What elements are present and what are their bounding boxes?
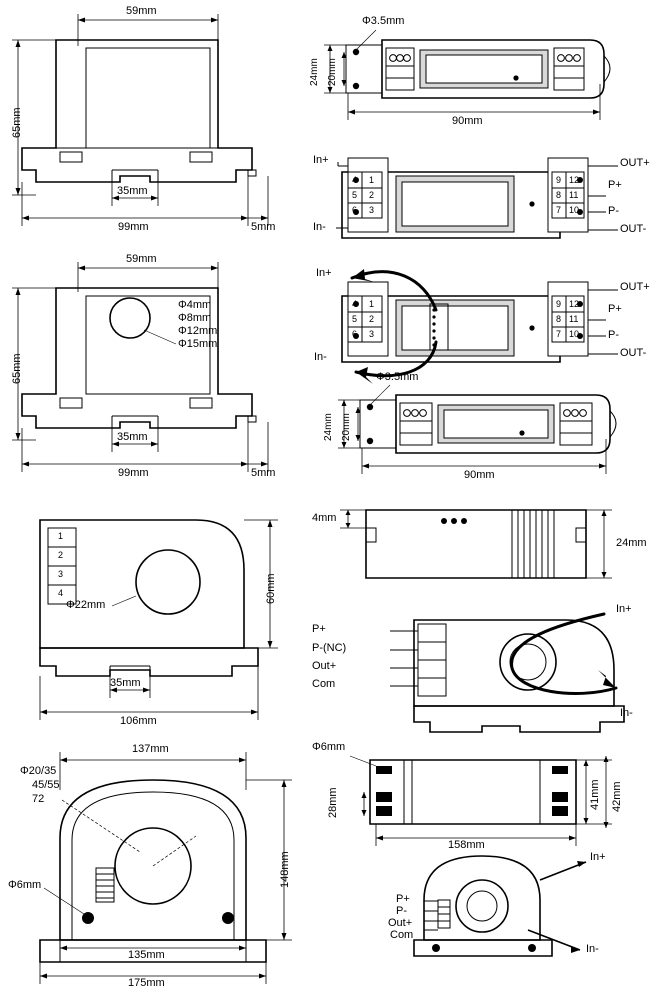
dim-label-20mm-fig6: 20mm <box>341 413 352 441</box>
terminal-number-1-fig5: 1 <box>369 299 375 309</box>
terminal-label-p-plus-fig3: P+ <box>608 179 622 191</box>
dim-label-41mm: 41mm <box>589 779 601 810</box>
dim-label-5mm-fig4: 5mm <box>251 467 276 479</box>
dim-label-59mm-fig1: 59mm <box>126 5 157 17</box>
terminal-label-in-minus-fig3: In- <box>313 221 326 233</box>
terminal-number-2-fig3: 2 <box>369 190 375 200</box>
dim-label-5mm-fig1: 5mm <box>251 221 276 233</box>
terminal-label-com-fig12: Com <box>390 929 414 941</box>
dim-label-45-55: 45/55 <box>32 779 60 791</box>
dim-label-phi12mm: Φ12mm <box>178 325 218 337</box>
dim-label-35mm-fig1: 35mm <box>117 185 148 197</box>
terminal-number-9-fig3: 9 <box>556 175 562 185</box>
dim-label-35mm-fig8: 35mm <box>110 677 141 689</box>
terminal-number-1-fig3: 1 <box>369 175 375 185</box>
terminal-number-4-fig8: 4 <box>58 588 64 598</box>
terminal-label-com-fig9: Com <box>312 678 336 690</box>
dim-label-42mm: 42mm <box>611 781 623 812</box>
terminal-number-8-fig3: 8 <box>556 190 562 200</box>
terminal-label-out-plus-fig12: Out+ <box>388 917 413 929</box>
dim-label-158mm: 158mm <box>448 839 485 851</box>
terminal-number-7-fig3: 7 <box>556 205 562 215</box>
dim-label-60mm-fig8: 60mm <box>265 573 277 604</box>
terminal-label-in-plus-fig9: In+ <box>616 603 632 615</box>
dim-label-65mm-fig1: 65mm <box>11 107 23 138</box>
terminal-label-out-minus-fig5: OUT- <box>620 347 647 359</box>
terminal-label-out-plus-fig3: OUT+ <box>620 157 650 169</box>
terminal-number-5-fig3: 5 <box>352 190 358 200</box>
dim-label-90mm-fig6: 90mm <box>464 469 495 481</box>
dim-label-135mm: 135mm <box>128 949 165 961</box>
terminal-number-8-fig5: 8 <box>556 314 562 324</box>
terminal-label-in-plus-fig5: In+ <box>316 267 332 279</box>
terminal-number-9-fig5: 9 <box>556 299 562 309</box>
terminal-number-12-fig3: 12 <box>569 175 580 185</box>
terminal-number-5-fig5: 5 <box>352 314 358 324</box>
terminal-label-p-minus-fig5: P- <box>608 329 619 341</box>
terminal-number-3-fig5: 3 <box>369 329 375 339</box>
dim-label-137mm: 137mm <box>132 743 169 755</box>
terminal-number-10-fig5: 10 <box>569 329 580 339</box>
terminal-label-out-minus-fig3: OUT- <box>620 223 647 235</box>
terminal-label-out-plus-fig9: Out+ <box>312 660 337 672</box>
terminal-number-11-fig3: 11 <box>569 190 579 200</box>
terminal-label-p-plus-fig5: P+ <box>608 303 622 315</box>
dim-label-99mm-fig1: 99mm <box>118 221 149 233</box>
dim-label-phi4mm: Φ4mm <box>178 299 212 311</box>
terminal-number-6-fig5: 6 <box>352 329 358 339</box>
dim-label-phi3.5-fig6: Φ3.5mm <box>376 371 419 383</box>
terminal-number-3-fig8: 3 <box>58 569 64 579</box>
dim-label-phi20-35: Φ20/35 <box>20 765 57 777</box>
fig-split-core-wiring <box>390 614 624 732</box>
dim-label-24mm-fig2: 24mm <box>309 58 320 86</box>
terminal-number-2-fig5: 2 <box>369 314 375 324</box>
dim-label-phi6mm-fig10: Φ6mm <box>8 879 42 891</box>
terminal-label-p-minus-fig12: P- <box>396 905 407 917</box>
dim-label-148mm: 148mm <box>279 851 291 888</box>
terminal-label-in-plus-fig3: In+ <box>313 154 329 166</box>
fig-large-core-side <box>350 756 612 846</box>
fig-side-view <box>340 510 612 578</box>
terminal-number-12-fig5: 12 <box>569 299 580 309</box>
terminal-label-in-minus-fig12: In- <box>586 943 599 955</box>
dim-label-phi22mm: Φ22mm <box>66 599 106 611</box>
terminal-label-p-plus-fig9: P+ <box>312 623 326 635</box>
terminal-number-10-fig3: 10 <box>569 205 580 215</box>
dim-label-phi8mm: Φ8mm <box>178 312 212 324</box>
terminal-label-p-plus-fig12: P+ <box>396 893 410 905</box>
terminal-number-1-fig8: 1 <box>58 531 64 541</box>
terminal-number-2-fig8: 2 <box>58 550 64 560</box>
dim-label-99mm-fig4: 99mm <box>118 467 149 479</box>
dim-label-20mm-fig2: 20mm <box>327 58 338 86</box>
dim-label-phi15mm: Φ15mm <box>178 338 218 350</box>
dim-label-phi3.5-fig2: Φ3.5mm <box>362 15 405 27</box>
terminal-label-p-minus-fig3: P- <box>608 205 619 217</box>
terminal-label-in-minus-fig9: In- <box>620 707 633 719</box>
terminal-label-in-plus-fig12: In+ <box>590 851 606 863</box>
terminal-number-3-fig3: 3 <box>369 205 375 215</box>
fig-wiring-2 <box>342 269 618 384</box>
terminal-label-in-minus-fig5: In- <box>314 351 327 363</box>
dim-label-35mm-fig4: 35mm <box>117 431 148 443</box>
terminal-label-out-plus-fig5: OUT+ <box>620 281 650 293</box>
dim-label-59mm-fig4: 59mm <box>126 253 157 265</box>
dim-label-106mm: 106mm <box>120 715 157 727</box>
terminal-number-4-fig3: 4 <box>352 175 358 185</box>
dim-label-4mm-fig7: 4mm <box>312 512 337 524</box>
dim-label-24mm-fig6: 24mm <box>323 413 334 441</box>
terminal-number-7-fig5: 7 <box>556 329 562 339</box>
fig-large-core-front <box>40 752 292 984</box>
dim-label-24mm-fig7: 24mm <box>616 537 647 549</box>
dim-label-65mm-fig4: 65mm <box>11 353 23 384</box>
fig-top-view-2 <box>338 385 616 474</box>
terminal-label-p-minus-nc-fig9: P-(NC) <box>312 642 347 654</box>
terminal-number-11-fig5: 11 <box>569 314 579 324</box>
dim-label-90mm-fig2: 90mm <box>452 115 483 127</box>
dim-label-28mm: 28mm <box>327 787 339 818</box>
terminal-number-4-fig5: 4 <box>352 299 358 309</box>
dim-label-175mm: 175mm <box>128 977 165 989</box>
dim-label-72: 72 <box>32 793 45 805</box>
terminal-number-6-fig3: 6 <box>352 205 358 215</box>
fig-top-view-1 <box>324 30 610 120</box>
fig-large-core-wiring <box>414 856 586 956</box>
fig-split-core-front <box>40 520 278 720</box>
dim-label-phi6mm-fig11: Φ6mm <box>312 741 346 753</box>
